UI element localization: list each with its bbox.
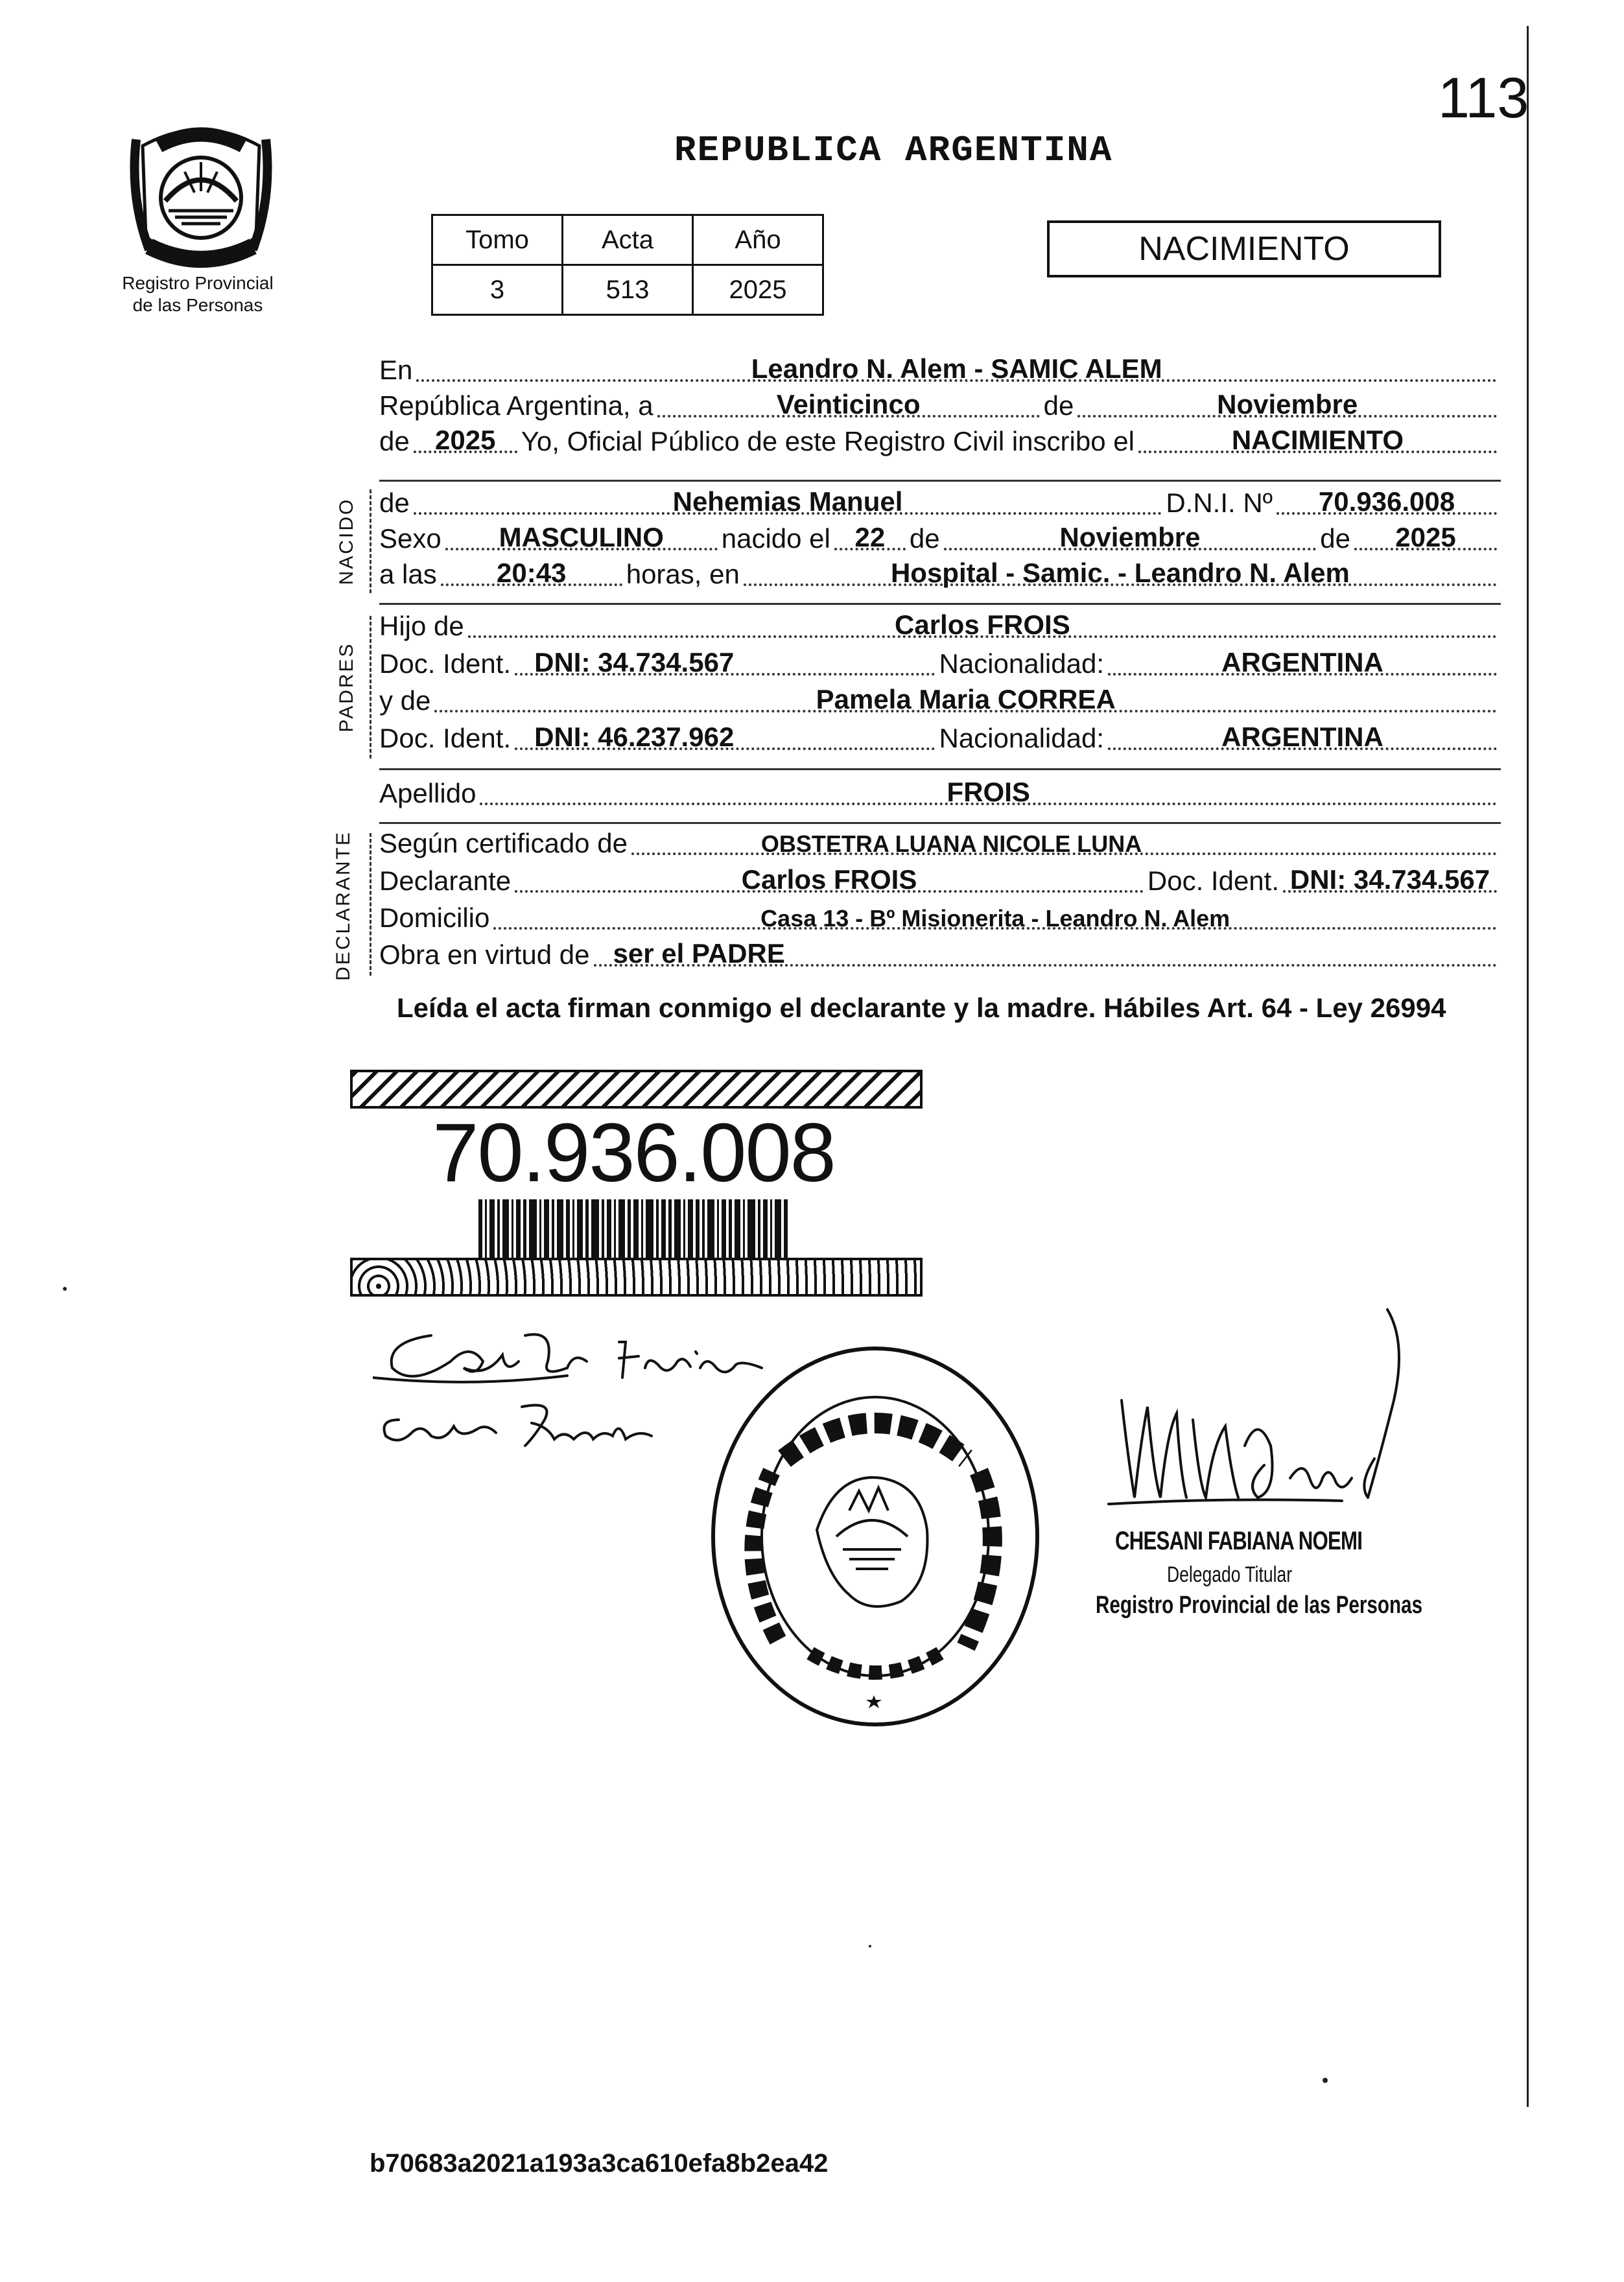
table-header-row xyxy=(432,215,823,265)
value-sexo: MASCULINO xyxy=(499,522,664,552)
declarante-bracket xyxy=(370,833,371,976)
field-birth-year xyxy=(1354,515,1497,550)
label-nacido-el: nacido el xyxy=(721,523,830,554)
label-y-de: y de xyxy=(379,685,431,716)
tomo-acta-ano-table xyxy=(431,214,824,316)
label-republica: República Argentina, a xyxy=(379,390,653,421)
field-domicilio xyxy=(493,895,1497,930)
label-father-nationality: Nacionalidad: xyxy=(939,648,1104,679)
nacido-bracket xyxy=(370,489,371,593)
line-year xyxy=(379,425,1501,462)
value-father: Carlos FROIS xyxy=(895,609,1070,640)
header-ano: Año xyxy=(693,215,823,265)
field-mother xyxy=(434,677,1497,712)
label-dni: D.N.I. Nº xyxy=(1166,488,1273,518)
label-horas: horas, en xyxy=(626,559,740,589)
section-label-padres: PADRES xyxy=(336,642,357,733)
header-acta: Acta xyxy=(563,215,693,265)
value-tomo: 3 xyxy=(432,265,563,315)
section-label-nacido: NACIDO xyxy=(336,497,357,585)
field-father-nationality xyxy=(1108,641,1497,676)
header-tomo: Tomo xyxy=(432,215,563,265)
value-year: 2025 xyxy=(435,425,496,455)
value-ano: 2025 xyxy=(693,265,823,315)
field-father-doc xyxy=(515,641,935,676)
label-hijo-de: Hijo de xyxy=(379,611,464,641)
document-title: REPUBLICA ARGENTINA xyxy=(674,130,1113,171)
label-oficial: Yo, Oficial Público de este Registro Civil inscribo el xyxy=(521,426,1135,456)
speck xyxy=(869,1945,871,1947)
registry-label xyxy=(110,272,285,316)
field-birth-day xyxy=(834,515,906,550)
value-mother-doc: DNI: 46.237.962 xyxy=(534,722,735,752)
label-mother-doc: Doc. Ident. xyxy=(379,723,512,753)
value-child-name: Nehemias Manuel xyxy=(672,486,903,517)
registry-line-2: de las Personas xyxy=(132,295,263,315)
official-role: Delegado Titular xyxy=(1167,1562,1293,1587)
field-day xyxy=(657,382,1040,418)
value-child-dni: 70.936.008 xyxy=(1318,486,1455,517)
label-a-las: a las xyxy=(379,559,437,589)
line-time-place xyxy=(379,558,1501,595)
field-time xyxy=(441,551,622,586)
value-birth-day: 22 xyxy=(854,522,886,552)
value-obra: ser el PADRE xyxy=(613,938,785,969)
field-declarante-doc xyxy=(1283,858,1497,893)
field-obra xyxy=(594,932,1497,967)
dni-barcode-sticker xyxy=(350,1070,917,1297)
field-birth-month xyxy=(944,515,1317,550)
value-declarante-doc: DNI: 34.734.567 xyxy=(1289,864,1490,895)
table-value-row xyxy=(432,265,823,315)
field-dni xyxy=(1277,480,1497,515)
field-apellido xyxy=(480,770,1497,805)
official-organization: Registro Provincial de las Personas xyxy=(1096,1592,1423,1619)
value-place: Hospital - Samic. - Leandro N. Alem xyxy=(890,558,1350,588)
value-en: Leandro N. Alem - SAMIC ALEM xyxy=(751,353,1162,384)
value-birth-year: 2025 xyxy=(1395,522,1456,552)
value-acta: 513 xyxy=(563,265,693,315)
label-sexo: Sexo xyxy=(379,523,441,554)
speck xyxy=(1323,2078,1328,2083)
field-certificado xyxy=(631,820,1497,855)
field-declarante xyxy=(515,858,1144,893)
field-name xyxy=(414,480,1162,515)
label-mother-nationality: Nacionalidad: xyxy=(939,723,1104,753)
document-hash: b70683a2021a193a3ca610efa8b2ea42 xyxy=(370,2149,829,2178)
label-declarante: Declarante xyxy=(379,865,512,896)
speck xyxy=(63,1287,67,1291)
value-apellido: FROIS xyxy=(947,777,1030,807)
field-en xyxy=(416,347,1497,382)
padres-bracket xyxy=(370,616,371,759)
field-inscribo xyxy=(1138,418,1497,453)
label-de-2: de xyxy=(909,523,940,554)
value-day: Veinticinco xyxy=(776,389,921,419)
registry-seal-stamp xyxy=(707,1342,1044,1731)
label-de: de xyxy=(1043,390,1074,421)
field-sexo xyxy=(445,515,718,550)
value-inscribo: NACIMIENTO xyxy=(1231,425,1404,455)
field-year xyxy=(414,418,517,453)
value-certificado: OBSTETRA LUANA NICOLE LUNA xyxy=(760,830,1142,857)
line-mother-doc xyxy=(379,722,1501,759)
line-apellido xyxy=(379,777,1501,814)
value-domicilio: Casa 13 - Bº Misionerita - Leandro N. Alem xyxy=(760,905,1230,932)
closing-statement: Leída el acta firman conmigo el declarante y la madre. Hábiles Art. 64 - Ley 26994 xyxy=(397,993,1446,1023)
value-mother: Pamela Maria CORREA xyxy=(816,684,1116,714)
barcode-bottom-band xyxy=(350,1258,923,1297)
page-edge-line xyxy=(1527,26,1529,2107)
label-en: En xyxy=(379,355,413,385)
province-crest-icon xyxy=(130,120,272,279)
value-time: 20:43 xyxy=(497,558,567,588)
registry-line-1: Registro Provincial xyxy=(122,273,274,293)
label-obra: Obra en virtud de xyxy=(379,939,590,970)
label-father-doc: Doc. Ident. xyxy=(379,648,512,679)
value-father-doc: DNI: 34.734.567 xyxy=(534,647,735,677)
record-type-box: NACIMIENTO xyxy=(1047,220,1441,277)
value-father-nationality: ARGENTINA xyxy=(1221,647,1383,677)
official-name: CHESANI FABIANA NOEMI xyxy=(1115,1527,1363,1555)
field-mother-doc xyxy=(515,715,935,750)
label-certificado: Según certificado de xyxy=(379,828,628,858)
field-place xyxy=(744,551,1497,586)
field-month xyxy=(1077,382,1497,418)
value-declarante: Carlos FROIS xyxy=(741,864,917,895)
value-mother-nationality: ARGENTINA xyxy=(1221,722,1383,752)
page-number: 113 xyxy=(1438,65,1529,130)
section-label-declarante: DECLARANTE xyxy=(333,830,354,981)
barcode-number: 70.936.008 xyxy=(432,1107,835,1199)
label-de-3: de xyxy=(1320,523,1350,554)
line-obra xyxy=(379,938,1501,976)
value-month: Noviembre xyxy=(1217,389,1358,419)
label-domicilio: Domicilio xyxy=(379,902,490,933)
field-father xyxy=(468,603,1497,638)
label-apellido: Apellido xyxy=(379,778,477,808)
value-birth-month: Noviembre xyxy=(1059,522,1201,552)
label-de-name: de xyxy=(379,488,410,518)
label-de-year: de xyxy=(379,426,410,456)
label-declarante-doc: Doc. Ident. xyxy=(1147,865,1279,896)
barcode-top-band xyxy=(350,1070,923,1109)
field-mother-nationality xyxy=(1108,715,1497,750)
